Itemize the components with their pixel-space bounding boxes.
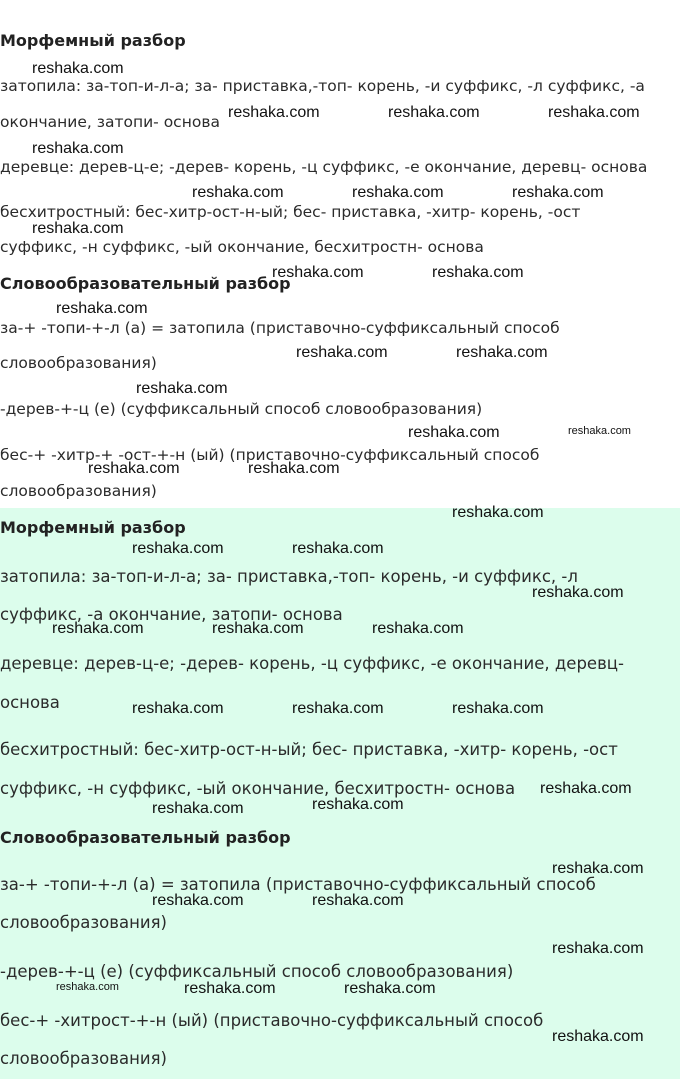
watermark: reshaka.com [352,184,444,201]
morph-line: бесхитростный: бес-хитр-ост-н-ый; бес- приставка, -хитр- корень, -ост [0,203,581,221]
watermark: reshaka.com [388,104,480,121]
word-line: словообразования) [0,913,167,932]
watermark: reshaka.com [408,424,500,441]
word-line: бес-+ -хитрост-+-н (ый) (приставочно-суффиксальный способ [0,1011,544,1030]
morph-line: основа [0,693,60,712]
watermark: reshaka.com [56,981,119,993]
watermark: reshaka.com [132,540,224,557]
word-formation-title: Словообразовательный разбор [0,828,291,847]
watermark: reshaka.com [32,140,124,157]
watermark: reshaka.com [192,184,284,201]
morph-line: бесхитростный: бес-хитр-ост-н-ый; бес- приставка, -хитр- корень, -ост [0,740,618,759]
morph-title: Морфемный разбор [0,518,186,537]
morph-line: деревце: дерев-ц-е; -дерев- корень, -ц суффикс, -е окончание, деревц- [0,654,624,673]
watermark: reshaka.com [312,892,404,909]
watermark: reshaka.com [184,980,276,997]
word-line: словообразования) [0,1049,167,1068]
watermark: reshaka.com [132,700,224,717]
watermark: reshaka.com [312,796,404,813]
word-line: -дерев-+-ц (е) (суффиксальный способ словообразования) [0,400,483,418]
watermark: reshaka.com [540,780,632,797]
word-line: за-+ -топи-+-л (а) = затопила (приставочно-суффиксальный способ [0,319,560,337]
watermark: reshaka.com [552,1028,644,1045]
watermark: reshaka.com [296,344,388,361]
watermark: reshaka.com [248,460,340,477]
watermark: reshaka.com [344,980,436,997]
morph-title: Морфемный разбор [0,31,186,50]
word-formation-title: Словообразовательный разбор [0,274,291,293]
watermark: reshaka.com [548,104,640,121]
watermark: reshaka.com [32,220,124,237]
watermark: reshaka.com [136,380,228,397]
watermark: reshaka.com [456,344,548,361]
watermark: reshaka.com [88,460,180,477]
watermark: reshaka.com [552,940,644,957]
watermark: reshaka.com [292,540,384,557]
watermark: reshaka.com [292,700,384,717]
morph-line: деревце: дерев-ц-е; -дерев- корень, -ц суффикс, -е окончание, деревц- основа [0,158,648,176]
morph-line: затопила: за-топ-и-л-а; за- приставка,-топ- корень, -и суффикс, -л суффикс, -а [0,77,645,95]
morph-line: затопила: за-топ-и-л-а; за- приставка,-топ- корень, -и суффикс, -л [0,567,578,586]
morph-line: окончание, затопи- основа [0,113,220,131]
watermark: reshaka.com [228,104,320,121]
watermark: reshaka.com [152,800,244,817]
watermark: reshaka.com [532,584,624,601]
watermark: reshaka.com [212,620,304,637]
morph-line: суффикс, -а окончание, затопи- основа [0,605,343,624]
watermark: reshaka.com [372,620,464,637]
watermark: reshaka.com [452,504,544,521]
word-line: словообразования) [0,354,157,372]
watermark: reshaka.com [512,184,604,201]
watermark: reshaka.com [56,300,148,317]
watermark: reshaka.com [272,264,364,281]
watermark: reshaka.com [452,700,544,717]
watermark: reshaka.com [552,860,644,877]
morph-line: суффикс, -н суффикс, -ый окончание, бесхитростн- основа [0,779,516,798]
word-line: бес-+ -хитр-+ -ост-+-н (ый) (приставочно-суффиксальный способ [0,446,540,464]
watermark: reshaka.com [32,60,124,77]
word-line: за-+ -топи-+-л (а) = затопила (приставочно-суффиксальный способ [0,875,596,894]
watermark: reshaka.com [52,620,144,637]
watermark: reshaka.com [432,264,524,281]
watermark: reshaka.com [568,425,631,437]
word-line: словообразования) [0,482,157,500]
watermark: reshaka.com [152,892,244,909]
morph-line: суффикс, -н суффикс, -ый окончание, бесхитростн- основа [0,238,484,256]
word-line: -дерев-+-ц (е) (суффиксальный способ словообразования) [0,962,514,981]
